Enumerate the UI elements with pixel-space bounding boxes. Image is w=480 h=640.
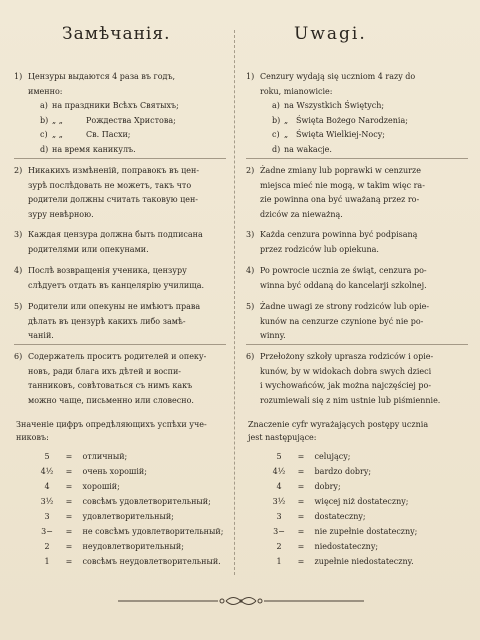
polish-title: Uwagi. <box>294 24 367 44</box>
polish-grades-intro: Znaczenie cyfr wyrażających postępy ucznia jest następujące: <box>248 420 429 442</box>
polish-item-5: 5) Żadne uwagi ze strony rodziców lub opie- kunów na cenzurze czynione być nie po- winny. <box>246 302 430 340</box>
polish-item-1: 1) Cenzury wydają się uczniom 4 razy do roku, mianowicie: a) na Wszystkich Świętych; b) „ Święta Bożego Narodzenia; c) „ Święta Wielkiej-Nocy; d) na wakacje. <box>246 70 468 157</box>
russian-item-4: 4) Послѣ возвращенія ученика, цензуру слѣдуетъ отдать въ канцелярію училища. <box>14 266 204 290</box>
section-divider <box>246 158 468 159</box>
russian-item-3: 3) Каждая цензура должна быть подписана родителями или опекунами. <box>14 230 203 254</box>
russian-grade-row: 3 = удовлетворительный; <box>44 512 174 521</box>
polish-grade-row: 4½ = bardzo dobry; <box>272 467 372 476</box>
sub-item-c: с) „ „ Св. Пасхи; <box>40 130 131 139</box>
russian-grade-row: 3½ = совсѣмъ удовлетворительный; <box>40 497 211 506</box>
russian-grade-row: 4 = хорошій; <box>44 482 120 491</box>
polish-item-6: 6) Przełożony szkoły upraszа rodziców i opie- kunów, by w widokach dobra swych dzieci i wychowańców, jak można najczęściej po- rozumiewali się z nim ustnie lub piśmiennie. <box>246 352 441 405</box>
russian-grade-row: 4½ = очень хорошій; <box>40 467 147 476</box>
sub-item-b: b) „ „ Рождества Христова; <box>40 115 176 125</box>
russian-item-6: 6) Содержатель проситъ родителей и опеку- новъ, ради блага ихъ дѣтей и воспи- танниковъ, совѣтоваться съ нимъ какъ можно чаще, письменно или словесно. <box>14 352 207 405</box>
section-divider <box>246 344 468 345</box>
polish-grade-row: 3 = dostateczny; <box>276 512 366 521</box>
polish-grade-row: 1 = zupełnie niedostateczny. <box>276 557 414 566</box>
sub-item-a: а) на праздники Всѣхъ Святыхъ; <box>40 101 179 110</box>
russian-grade-row: 3− = не совсѣмъ удовлетворительный; <box>41 527 224 536</box>
sub-item-c: c) „ Święta Wielkiej-Nocy; <box>272 130 385 139</box>
sub-item-d: d) на время каникулъ. <box>40 144 136 154</box>
sub-item-d: d) na wakacje. <box>272 144 332 154</box>
polish-grade-row: 2 = niedostateczny; <box>276 542 379 551</box>
sub-item-b: b) „ Święta Bożego Narodzenia; <box>272 115 408 125</box>
russian-grade-row: 2 = неудовлетворительный; <box>44 542 184 551</box>
russian-grade-row: 1 = совсѣмъ неудовлетворительный. <box>44 557 221 566</box>
polish-item-4: 4) Po powrocie ucznia ze świąt, cenzura po- winna być oddaną do kancelarji szkolnej. <box>246 266 427 290</box>
polish-grade-row: 3½ = więcej niż dostateczny; <box>272 497 409 506</box>
russian-grades-intro: Значеніе цифръ опредѣляющихъ успѣхи уче- никовъ: <box>16 420 207 442</box>
polish-grade-row: 5 = celujący; <box>276 452 351 461</box>
polish-item-2: 2) Żadne zmiany lub poprawki w cenzurze miejsca mieć nie mogą, w takim więc ra- zie powinna ona być uważaną przez ro- dziców za nieważną. <box>246 166 425 219</box>
center-fold-line <box>234 30 236 575</box>
russian-title: Замѣчанія. <box>62 24 171 44</box>
russian-item-2: 2) Никакихъ измѣненій, поправокъ въ цен- зурѣ послѣдовать не можетъ, такъ что родители должны считать таковую цен- зуру невѣрною. <box>14 166 200 219</box>
sub-item-a: a) na Wszystkich Świętych; <box>272 101 385 110</box>
russian-grade-row: 5 = отличный; <box>44 452 128 461</box>
russian-item-1: 1) Цензуры выдаются 4 раза въ годъ, именно: а) на праздники Всѣхъ Святыхъ; b) „ „ Рождества Христова; с) „ „ Св. Пасхи; d) на время каникулъ. <box>14 70 226 157</box>
polish-item-3: 3) Każda cenzura powinna być podpisaną przez rodziców lub opiekuna. <box>246 230 418 254</box>
decorative-ornament <box>118 592 364 610</box>
polish-grade-row: 3− = nie zupełnie dostateczny; <box>273 527 418 536</box>
russian-item-5: 5) Родители или опекуны не имѣютъ права дѣлать въ цензурѣ какихъ либо замѣ- чаній. <box>14 302 201 340</box>
section-divider <box>14 158 226 159</box>
polish-grade-row: 4 = dobry; <box>276 482 341 491</box>
section-divider <box>14 344 226 345</box>
